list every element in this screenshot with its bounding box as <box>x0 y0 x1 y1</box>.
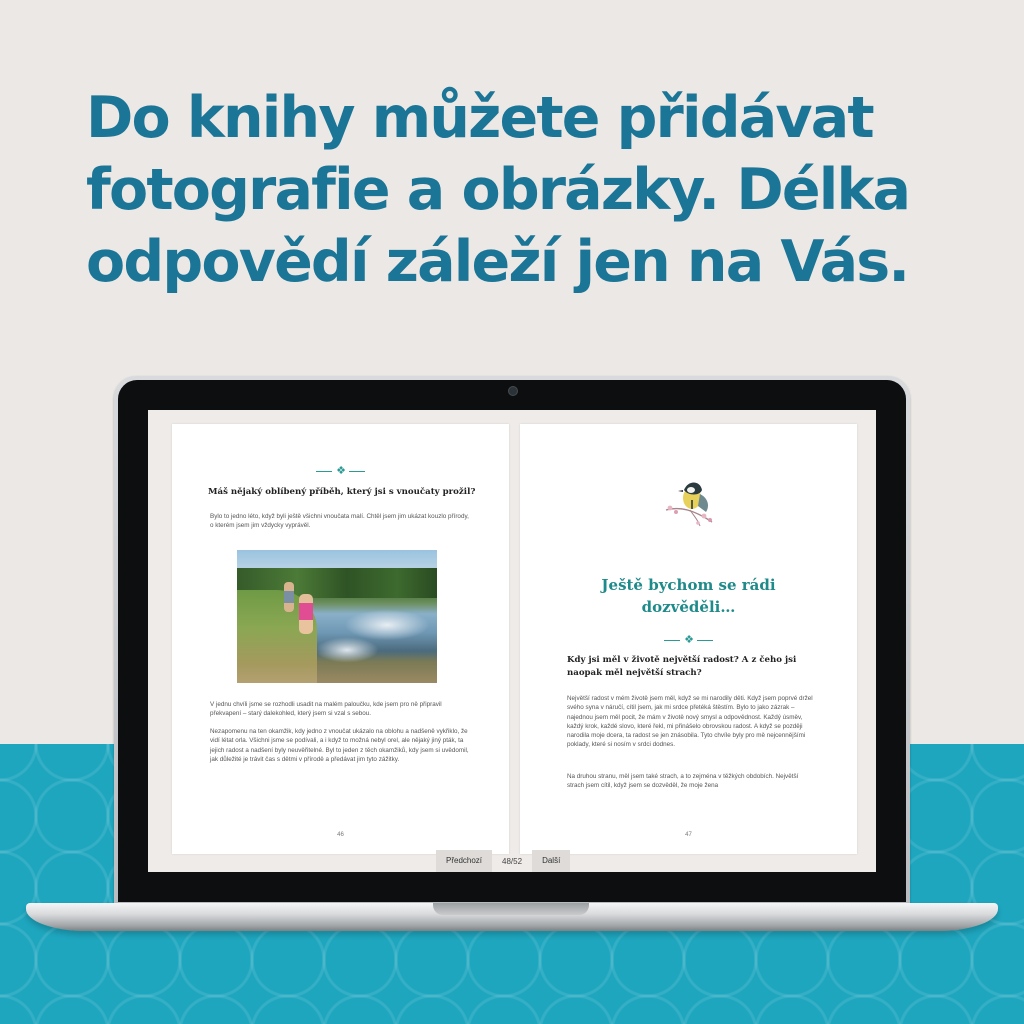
section-title-line-2: dozvěděli… <box>641 598 736 616</box>
page-counter: 48/52 <box>502 856 523 866</box>
page-number: 47 <box>685 832 692 838</box>
page-paragraph: V jednu chvíli jsme se rozhodli usadit na malém paloučku, kde jsem pro ně připravil překvapení – starý dalekohled, který jsem si vzal s sebou. <box>210 701 442 718</box>
headline-line-1: Do knihy můžete přidávat <box>86 85 873 151</box>
photo-child-figure <box>299 594 313 634</box>
webcam <box>508 386 518 396</box>
previous-page-button[interactable]: Předchozí <box>436 850 492 872</box>
laptop-opening-notch <box>433 903 589 915</box>
photo-child-figure <box>284 582 294 612</box>
page-paragraph: Největší radost v mém životě jsem měl, když se mi narodily děti. Když jsem poprvé držel svého syna v náručí, cítil jsem, jak mi srdce přetéká štěstím. Bylo to jako zázrak – najednou jsem měl pocit, že mám v životě nový smysl a odpovědnost. Každý úsměv, každý krok, každé slovo, které řekl, mi přinášelo obrovskou radost. A když se později narodila moje dcera, ta radost se jen znásobila. Tyto chvíle byly pro mě nejcennějšími poklady, které si nosím v srdci dodnes. <box>567 695 813 749</box>
next-page-button[interactable]: Další <box>532 850 570 872</box>
book-viewer-screen <box>148 410 876 872</box>
family-photo-image <box>237 550 437 683</box>
ornament-divider-icon: ❖ <box>172 464 509 477</box>
page-question: Kdy jsi měl v životě největší radost? A z čeho jsi naopak měl největší strach? <box>567 655 797 678</box>
section-title-line-1: Ještě bychom se rádi <box>601 576 776 594</box>
page-paragraph: Nezapomenu na ten okamžik, kdy jedno z vnoučat ukázalo na oblohu a nadšeně vykřiklo, že vidí létat orla. Všichni jsme se podívali, a i když to možná nebyl orel, ale nějaký jiný pták, ta jejich radost a nadšení byly neuvěřitelné. Byl to jeden z těch okamžiků, kdy jsem si uvědomil, jak důležité je trávit čas s dětmi v přírodě a předávat jim tyto zážitky. <box>210 728 469 763</box>
page-paragraph: Bylo to jedno léto, když byli ještě všichni vnoučata malí. Chtěl jsem jim ukázat kouzlo přírody, o kterém jsem jim vždycky vyprávěl. <box>210 513 469 530</box>
page-number: 46 <box>337 832 344 838</box>
page-paragraph: Na druhou stranu, měl jsem také strach, a to zejména v těžkých obdobích. Největší strach jsem cítil, když jsem se dozvěděl, že moje žena <box>567 773 799 790</box>
page-navigation <box>436 850 570 872</box>
section-title <box>520 574 857 618</box>
book-page-left <box>172 424 509 854</box>
book-page-right <box>520 424 857 854</box>
headline-line-2: fotografie a obrázky. Délka <box>86 157 910 223</box>
ornament-divider-icon: ❖ <box>520 633 857 646</box>
headline-line-3: odpovědí záleží jen na Vás. <box>86 229 909 295</box>
page-question: Máš nějaký oblíbený příběh, který jsi s vnoučaty prožil? <box>208 487 476 497</box>
promo-headline <box>86 82 986 298</box>
bird-on-branch-icon <box>660 476 720 528</box>
